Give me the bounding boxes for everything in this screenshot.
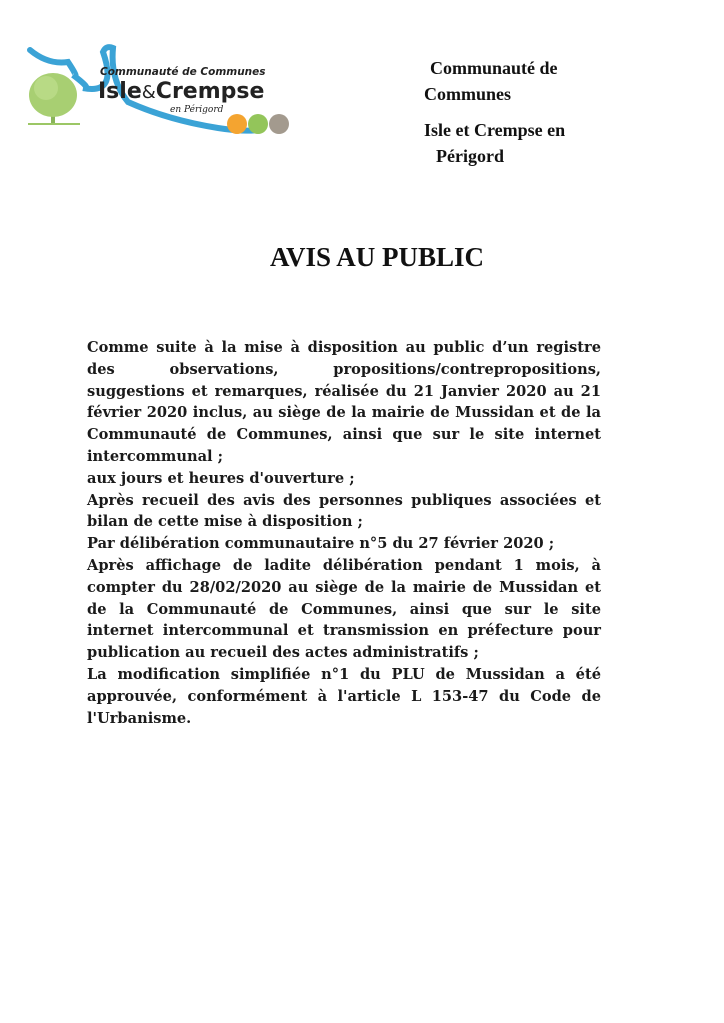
logo-name-crempse: Crempse xyxy=(155,79,265,104)
logo-ampersand: & xyxy=(141,82,156,103)
paragraph: aux jours et heures d'ouverture ; xyxy=(87,469,355,487)
svg-text:Isle&Crempse xyxy=(98,79,264,104)
org-line-2: Communes xyxy=(424,84,512,104)
org-line-3: Isle et Crempse en xyxy=(424,120,566,140)
tree-icon xyxy=(28,73,80,125)
org-line-1: Communauté de xyxy=(430,58,558,78)
paragraph: Après recueil des avis des personnes publiques associées et bilan de cette mise à disposition ; xyxy=(87,491,601,531)
organization-header xyxy=(424,55,664,169)
gray-dot-icon xyxy=(269,114,289,134)
notice-body xyxy=(87,337,601,729)
paragraph: Après affichage de ladite délibération pendant 1 mois, à compter du 28/02/2020 au siège de la mairie de Mussidan et de la Communauté de Communes, ainsi que sur le site internet intercommunal et transmission en préfecture pour publication au recueil des actes administratifs ; xyxy=(87,556,601,662)
orange-dot-icon xyxy=(227,114,247,134)
logo-subtitle: Communauté de Communes xyxy=(100,66,266,78)
paragraph: La modification simplifiée n°1 du PLU de Mussidan a été approuvée, conformément à l'article L 153-47 du Code de l'Urbanisme. xyxy=(87,665,601,727)
paragraph: Par délibération communautaire n°5 du 27 février 2020 ; xyxy=(87,535,555,553)
green-dot-icon xyxy=(248,114,268,134)
document-title: AVIS AU PUBLIC xyxy=(269,242,485,272)
organization-logo xyxy=(18,40,303,140)
org-line-4: Périgord xyxy=(436,146,504,166)
logo-region: en Périgord xyxy=(170,105,224,115)
paragraph: Comme suite à la mise à disposition au public d’un registre des observations, propositions/contrepropositions, suggestions et remarques, réalisée du 21 Janvier 2020 au 21 février 2020 inclus, au siège de la mairie de Mussidan et de la Communauté de Communes, ainsi que sur le site internet intercommunal ; xyxy=(87,339,601,465)
logo-name-isle: Isle xyxy=(98,79,142,104)
